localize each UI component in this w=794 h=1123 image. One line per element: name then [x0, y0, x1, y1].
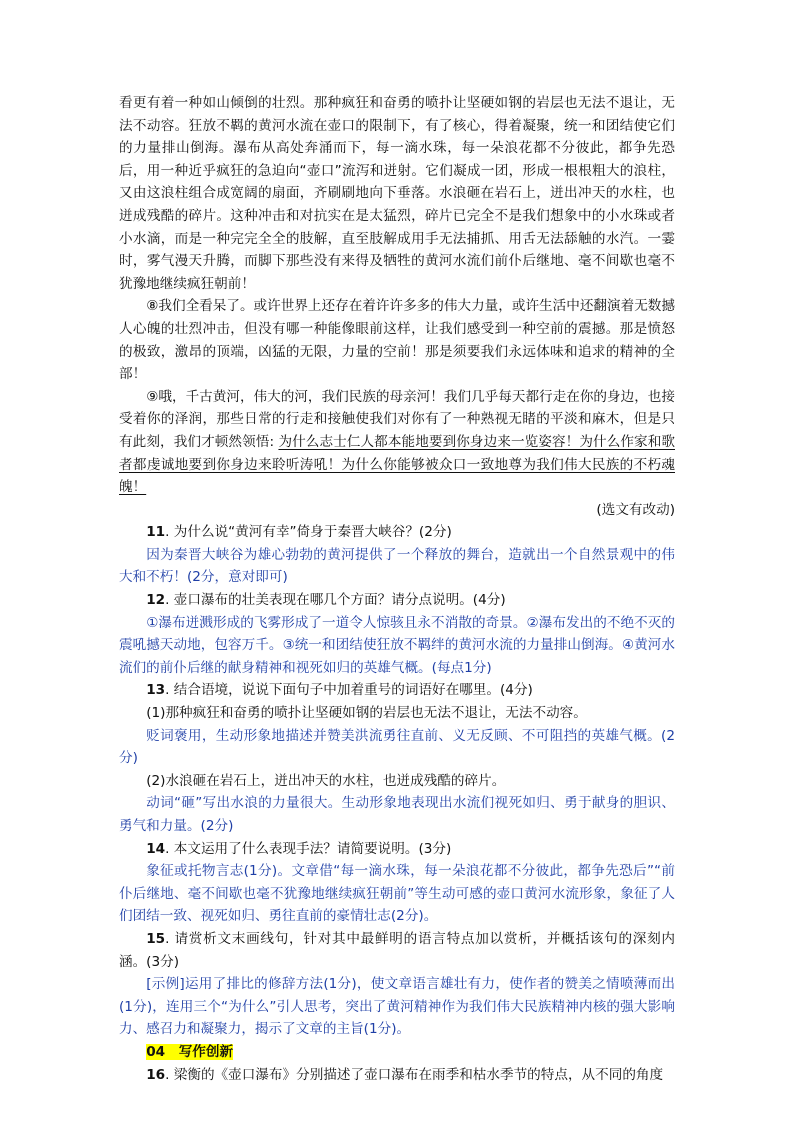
- question-14: 14. 本文运用了什么表现手法？请简要说明。(3分): [146, 840, 452, 857]
- answer-13-2: 动词“砸”写出水浪的力量很大。生动形象地表现出水流们视死如归、勇于献身的胆识、勇气和力量。(2分): [119, 795, 675, 834]
- answer-15: [示例]运用了排比的修辞方法(1分)，使文章语言雄壮有力，使作者的赞美之情喷薄而出(1分)，连用三个“为什么”引人思考，突出了黄河精神作为我们伟大民族精神内核的强大影响力、感召力和凝聚力，揭示了文章的主旨(1分)。: [119, 976, 675, 1038]
- passage-paragraph-9: [119, 386, 675, 499]
- answer-14: 象征或托物言志(1分)。文章借“每一滴水珠，每一朵浪花都不分彼此，都争先恐后”“前仆后继地、毫不间歇也毫不犹豫地继续疯狂朝前”等生动可感的壶口黄河水流形象，象征了人们团结一致、视死如归、勇往直前的豪情壮志(2分)。: [119, 863, 675, 925]
- question-15: 15. 请赏析文末画线句，针对其中最鲜明的语言特点加以赏析，并概括该句的深刻内涵。(3分): [119, 930, 675, 970]
- question-13-sentence-2: (2)水浪砸在岩石上，迸出冲天的水柱，也迸成残酷的碎片。: [146, 772, 506, 789]
- answer-11: 因为秦晋大峡谷为雄心勃勃的黄河提供了一个释放的舞台，造就出一个自然景观中的伟大和不朽！(2分，意对即可): [119, 546, 675, 586]
- question-13-sentence-1: (1)那种疯狂和奋勇的喷扑让坚硬如钢的岩层也无法不退让，无法不动容。: [146, 705, 587, 722]
- underlined-sentence: 为什么志士仁人都本能地要到你身边来一览姿容！为什么作家和歌者都虔诚地要到你身边来聆听涛吼！为什么你能够被众口一致地尊为我们伟大民族的不朽魂魄！: [119, 433, 675, 496]
- question-12: 12. 壶口瀑布的壮美表现在哪几个方面？请分点说明。(4分): [146, 592, 506, 609]
- answer-13-1: 贬词褒用，生动形象地描述并赞美洪流勇往直前、义无反顾、不可阻挡的英雄气概。(2分): [119, 727, 675, 767]
- section-heading: 04 写作创新: [146, 1043, 234, 1060]
- document-page: [119, 92, 675, 1086]
- question-16: 16. 梁衡的《壶口瀑布》分别描述了壶口瀑布在雨季和枯水季节的特点，从不同的角度: [146, 1066, 664, 1083]
- paragraph-9-text: ⑨哦，千古黄河，伟大的河，我们民族的母亲河！我们几乎每天都行走在你的身边，也接受着你的泽润，那些日常的行走和接触使我们对你有了一种熟视无睹的平淡和麻木，但是只有此刻，我们才顿然领悟:: [119, 388, 675, 450]
- question-13: 13. 结合语境，说说下面句子中加着重号的词语好在哪里。(4分): [146, 682, 533, 699]
- answer-12: ①瀑布迸溅形成的飞雾形成了一道令人惊骇且永不消散的奇景。②瀑布发出的不绝不灭的震吼撼天动地，包容万千。③统一和团结使狂放不羁绊的黄河水流的力量排山倒海。④黄河水流们的前仆后继的献身精神和视死如归的英雄气概。(每点1分): [119, 614, 675, 676]
- question-11: 11. 为什么说“黄河有幸”倚身于秦晋大峡谷？(2分): [146, 524, 452, 541]
- source-note: (选文有改动): [596, 501, 675, 518]
- passage-paragraph-8: ⑧我们全看呆了。或许世界上还存在着许许多多的伟大力量，或许生活中还翻演着无数撼人心魄的壮烈冲击，但没有哪一种能像眼前这样，让我们感受到一种空前的震撼。那是愤怒的极致，激昂的顶端，凶猛的无限，力量的空前！那是须要我们永远体味和追求的精神的全部！: [119, 298, 675, 383]
- passage-paragraph-7: 看更有着一种如山倾倒的壮烈。那种疯狂和奋勇的喷扑让坚硬如钢的岩层也无法不退让，无法不动容。狂放不羁的黄河水流在壶口的限制下，有了核心，得着凝聚，统一和团结使它们的力量排山倒海。瀑布从高处奔涌而下，每一滴水珠，每一朵浪花都不分彼此，都争先恐后，用一种近乎疯狂的急迫向“壶口”流泻和迸射。它们凝成一团，形成一根根粗大的浪柱，又由这浪柱组合成宽阔的扇面，齐刷刷地向下垂落。水浪砸在岩石上，迸出冲天的水柱，也迸成残酷的碎片。这种冲击和对抗实在是太猛烈，碎片已完全不是我们想象中的小水珠或者小水滴，而是一种完完全全的肢解，直至肢解成用手无法捕抓、用舌无法舔触的水汽。一霎时，雾气漫天升腾，而脚下那些没有来得及牺牲的黄河水流们前仆后继地、毫不间歇也毫不犹豫地继续疯狂朝前！: [119, 95, 675, 292]
